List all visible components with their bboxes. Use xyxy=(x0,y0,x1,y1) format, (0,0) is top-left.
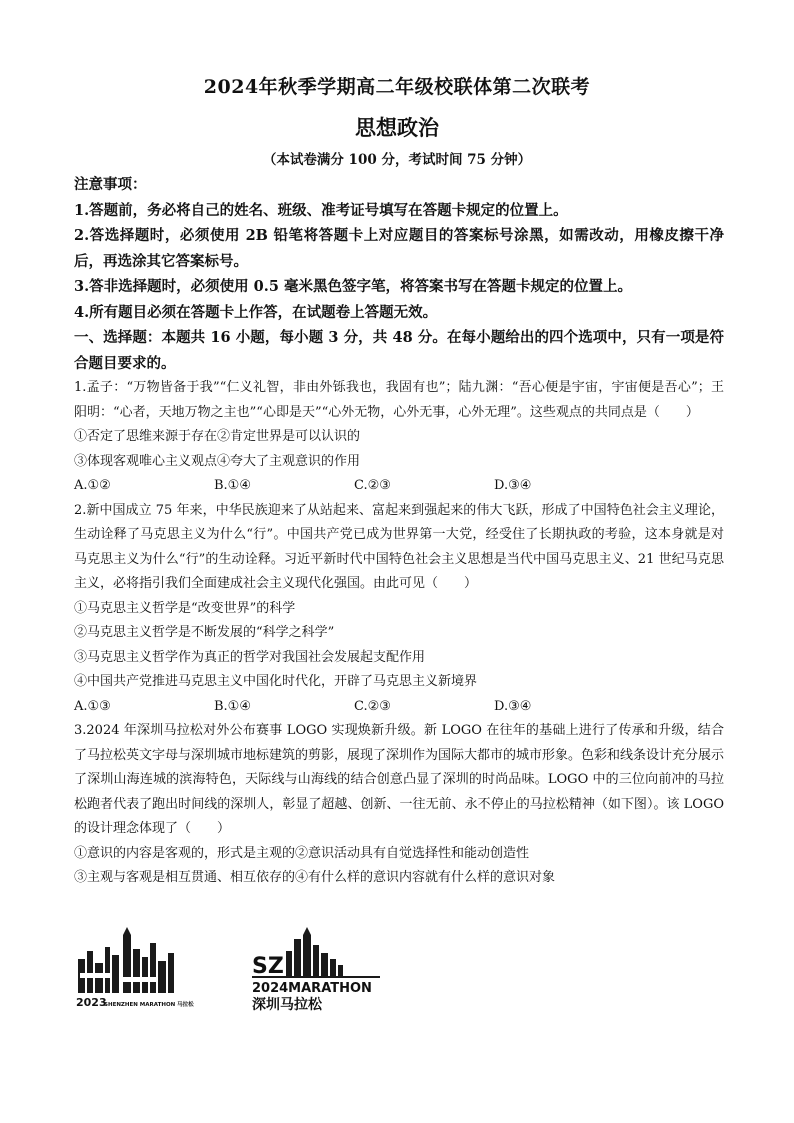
question-statement: ①意识的内容是客观的，形式是主观的②意识活动具有自觉选择性和能动创造性 xyxy=(74,845,530,861)
marathon-logo-figures xyxy=(74,925,414,1025)
question-statement: ①马克思主义哲学是“改变世界”的科学 xyxy=(74,600,296,616)
notice-item: 2.答选择题时，必须使用 2B 铅笔将答题卡上对应题目的答案标号涂黑，如需改动，用橡皮擦干净后，再选涂其它答案标号。 xyxy=(74,227,724,270)
exam-body xyxy=(74,172,724,891)
logo-2023-text: SHENZHEN MARATHON 马拉松 xyxy=(104,1002,194,1008)
logo-2023-year: 2023 xyxy=(76,996,107,1009)
question-statement: ③体现客观唯心主义观点④夸大了主观意识的作用 xyxy=(74,453,361,469)
question-3 xyxy=(74,719,724,891)
option-d: D.③④ xyxy=(494,478,532,493)
option-a: A.①③ xyxy=(74,698,111,714)
option-c: C.②③ xyxy=(354,478,391,493)
question-statement: ④中国共产党推进马克思主义中国化时代化，开辟了马克思主义新境界 xyxy=(74,674,478,689)
question-statement: ②马克思主义哲学是不断发展的“科学之科学” xyxy=(74,625,335,640)
question-statement: ③马克思主义哲学作为真正的哲学对我国社会发展起支配作用 xyxy=(74,649,426,665)
question-2 xyxy=(74,499,724,720)
logo-2024-line1: 2024MARATHON xyxy=(252,981,372,996)
question-statement: ③主观与客观是相互贯通、相互依存的④有什么样的意识内容就有什么样的意识对象 xyxy=(74,870,556,885)
subject-title: 思想政治 xyxy=(355,115,439,140)
notice-item: 4.所有题目必须在答题卡上作答，在试题卷上答题无效。 xyxy=(74,303,438,321)
logo-2024-line2: 深圳马拉松 xyxy=(252,997,322,1013)
option-row xyxy=(74,474,724,499)
question-1 xyxy=(74,376,724,499)
notice-heading: 注意事项： xyxy=(74,176,147,193)
option-b: B.①④ xyxy=(214,698,251,714)
question-statement: ①否定了思维来源于存在②肯定世界是可以认识的 xyxy=(74,429,361,444)
question-stem: 3.2024 年深圳马拉松对外公布赛事 LOGO 实现焕新升级。新 LOGO 在往年的基础上进行了传承和升级，结合了马拉松英文字母与深圳城市地标建筑的剪影，展现了深圳作为国际大都市的城市形象。色彩和线条设计充分展示了深圳山海连城的滨海特色，天际线与山海线的结合创意凸显了深圳的时尚品味。LOGO 中的三位向前冲的马拉松跑者代表了跑出时间线的深圳人，彰显了超越、创新、一往无前、永不停止的马拉松精神（如下图）。该 LOGO 的设计理念体现了（ ） xyxy=(74,723,725,836)
exam-title: 2024年秋季学期高二年级校联体第二次联考 xyxy=(203,76,591,98)
option-d: D.③④ xyxy=(494,698,532,714)
section-heading: 一、选择题：本题共 16 小题，每小题 3 分，共 48 分。在每小题给出的四个选项中，只有一项是符合题目要求的。 xyxy=(74,329,724,372)
marathon-logo-2023 xyxy=(74,925,194,1017)
question-stem: 2.新中国成立 75 年来，中华民族迎来了从站起来、富起来到强起来的伟大飞跃，形成了中国特色社会主义理论，生动诠释了马克思主义为什么“行”。中国共产党已成为世界第一大党，经受住了长期执政的考验，这本身就是对马克思主义为什么“行”的生动诠释。习近平新时代中国特色社会主义思想是当代中国马克思主义、21 世纪马克思主义，必将指引我们全面建成社会主义现代化强国。由此可见（ ） xyxy=(74,502,724,591)
notice-item: 3.答非选择题时，必须使用 0.5 毫米黑色签字笔，将答案书写在答题卡规定的位置上。 xyxy=(74,278,632,295)
marathon-logo-2024 xyxy=(250,925,390,1017)
question-stem: 1.孟子：“万物皆备于我”“仁义礼智，非由外铄我也，我固有也”；陆九渊：“吾心便是宇宙，宇宙便是吾心”；王阳明：“心者，天地万物之主也”“心即是天”“心外无物，心外无事，心外无理”。这些观点的共同点是（ ） xyxy=(74,380,724,420)
option-b: B.①④ xyxy=(214,478,251,493)
logo-2024-mark: SZ xyxy=(252,954,284,979)
option-row xyxy=(74,695,724,720)
notice-item: 1.答题前，务必将自己的姓名、班级、准考证号填写在答题卡规定的位置上。 xyxy=(74,201,568,219)
option-c: C.②③ xyxy=(354,698,391,714)
option-a: A.①② xyxy=(74,478,111,493)
exam-note: （本试卷满分 100 分，考试时间 75 分钟） xyxy=(262,152,532,168)
